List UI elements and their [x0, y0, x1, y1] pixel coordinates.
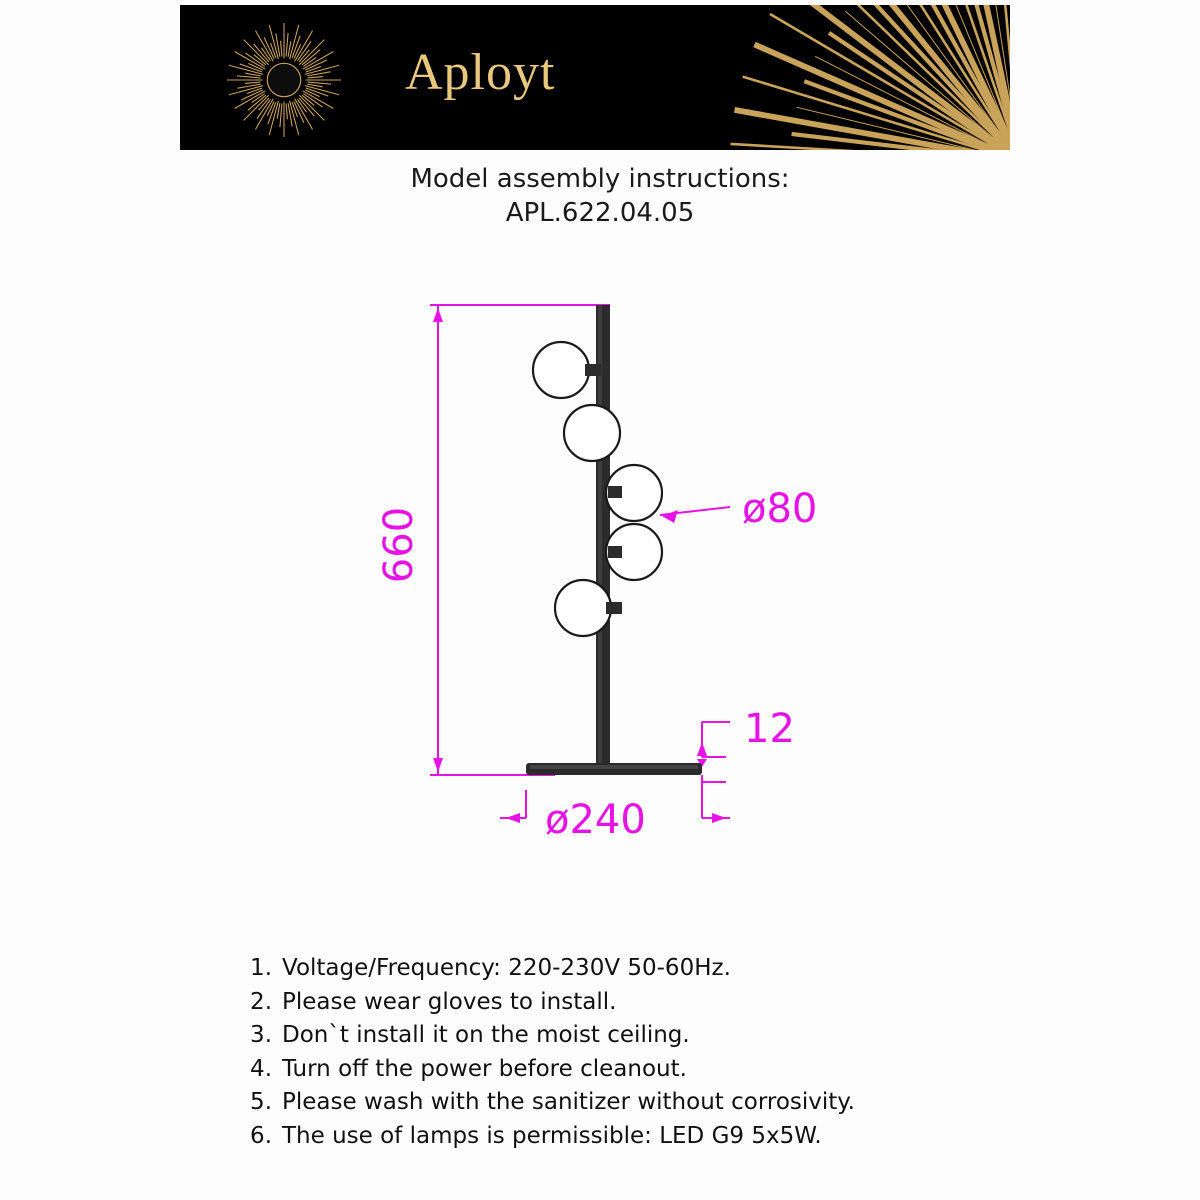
lamp-base [526, 763, 702, 775]
dimension-thickness-label: 12 [744, 706, 795, 752]
dimension-sphere-label: ø80 [742, 486, 818, 532]
list-item: Please wear gloves to install. [282, 988, 617, 1015]
list-item: The use of lamps is permissible: LED G9 5x5W. [282, 1122, 822, 1149]
brand-banner [180, 5, 1010, 150]
list-item: Please wash with the sanitizer without corrosivity. [282, 1089, 855, 1115]
technical-drawing [330, 270, 950, 870]
instructions-list [238, 952, 1038, 1153]
fan-rays-icon [690, 5, 1010, 150]
dimension-height-label: 660 [376, 506, 422, 584]
brand-name: Aployt [405, 44, 556, 101]
title-line-2: APL.622.04.05 [505, 198, 695, 228]
list-item: Voltage/Frequency: 220-230V 50-60Hz. [282, 955, 731, 981]
list-item: Turn off the power before cleanout. [282, 1055, 687, 1082]
title-line-1: Model assembly instructions: [410, 164, 790, 194]
sunburst-icon [225, 21, 343, 139]
dimension-base-label: ø240 [545, 797, 646, 843]
list-item: Don`t install it on the moist ceiling. [282, 1022, 690, 1048]
page-title [0, 162, 1200, 230]
